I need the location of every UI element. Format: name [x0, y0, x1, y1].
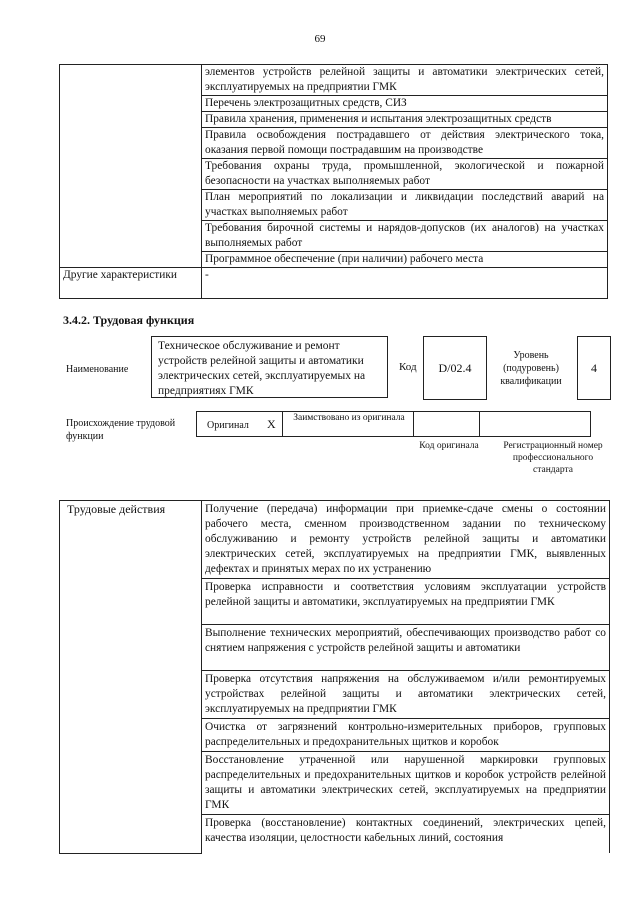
name-label: Наименование: [66, 364, 129, 375]
labor-action-item: Восстановление утраченной или нарушенной маркировки групповых распределительных и предохранительных щитков и коробок устройств релейной защиты и автоматики электрических сетей, эксплуатируемых на предприятии ГМК: [202, 752, 610, 815]
empty-label-cell: [60, 65, 202, 268]
function-code-box: D/02.4: [423, 336, 487, 400]
labor-action-item: Очистка от загрязнений контрольно-измерительных приборов, групповых распределительных и предохранительных щитков и коробок: [202, 719, 610, 752]
table-row: [60, 501, 610, 579]
code-label: Код: [399, 361, 417, 373]
qualification-level-box: 4: [577, 336, 611, 400]
labor-action-item: Проверка исправности и соответствия условиям эксплуатации устройств релейной защиты и автоматики, эксплуатируемых на предприятии ГМК: [202, 579, 610, 625]
code-original-caption: Код оригинала: [419, 441, 479, 451]
original-label: Оригинал: [207, 420, 249, 431]
table-cell: Правила освобождения пострадавшего от действия электрического тока, оказания первой помощи пострадавшим на производстве: [202, 128, 608, 159]
code-original-cell: [413, 411, 479, 437]
labor-actions-table: [59, 500, 610, 854]
origin-label: Происхождение трудовой функции: [66, 418, 176, 442]
labor-action-item: Проверка (восстановление) контактных соединений, электрических цепей, качества изоляции, целостности кабельных линий, состояния: [202, 815, 610, 854]
table-cell: Перечень электрозащитных средств, СИЗ: [202, 96, 608, 112]
other-characteristics-value: -: [202, 268, 608, 299]
table-cell: Правила хранения, применения и испытания электрозащитных средств: [202, 112, 608, 128]
registration-number-caption: Регистрационный номер профессионального стандарта: [503, 441, 603, 475]
table-cell: Программное обеспечение (при наличии) рабочего места: [202, 252, 608, 268]
table-cell: элементов устройств релейной защиты и автоматики электрических сетей, эксплуатируемых на предприятии ГМК: [202, 65, 608, 96]
borrowed-cell: [282, 411, 413, 437]
labor-action-item: Выполнение технических мероприятий, обеспечивающих производство работ со снятием напряжения с устройств релейной защиты и автоматики: [202, 625, 610, 671]
borrowed-label: Заимствовано из оригинала: [293, 413, 405, 423]
table-row: [60, 65, 608, 96]
section-title: 3.4.2. Трудовая функция: [63, 313, 195, 327]
original-cell: [196, 411, 282, 437]
page-number: 69: [314, 33, 326, 45]
function-name-box: Техническое обслуживание и ремонт устройств релейной защиты и автоматики электрических сетей, эксплуатируемых на предприятиях ГМК: [151, 336, 388, 398]
original-mark: X: [267, 417, 276, 431]
registration-number-cell: [479, 411, 591, 437]
origin-row: [196, 411, 591, 437]
labor-actions-label: Трудовые действия: [60, 501, 202, 854]
knowledge-continuation-table: [59, 64, 608, 299]
table-cell: План мероприятий по локализации и ликвидации последствий аварий на участках выполняемых работ: [202, 190, 608, 221]
table-cell: Требования охраны труда, промышленной, экологической и пожарной безопасности на участках выполняемых работ: [202, 159, 608, 190]
other-characteristics-label: Другие характеристики: [60, 268, 202, 299]
table-row: [60, 268, 608, 299]
table-cell: Требования бирочной системы и нарядов-допусков (их аналогов) на участках выполняемых работ: [202, 221, 608, 252]
labor-action-item: Получение (передача) информации при приемке-сдаче смены о состоянии рабочего места, сменном производственном задании по техническому обслуживанию и ремонту устройств релейной защиты и автоматики электрических сетей, эксплуатируемых на предприятии ГМК, выявленных дефектах и принятых мерах по их устранению: [202, 501, 610, 579]
labor-action-item: Проверка отсутствия напряжения на обслуживаемом и/или ремонтируемых устройствах релейной защиты и автоматики электрических сетей, эксплуатируемых на предприятии ГМК: [202, 671, 610, 719]
qualification-level-label: Уровень (подуровень) квалификации: [500, 350, 562, 387]
